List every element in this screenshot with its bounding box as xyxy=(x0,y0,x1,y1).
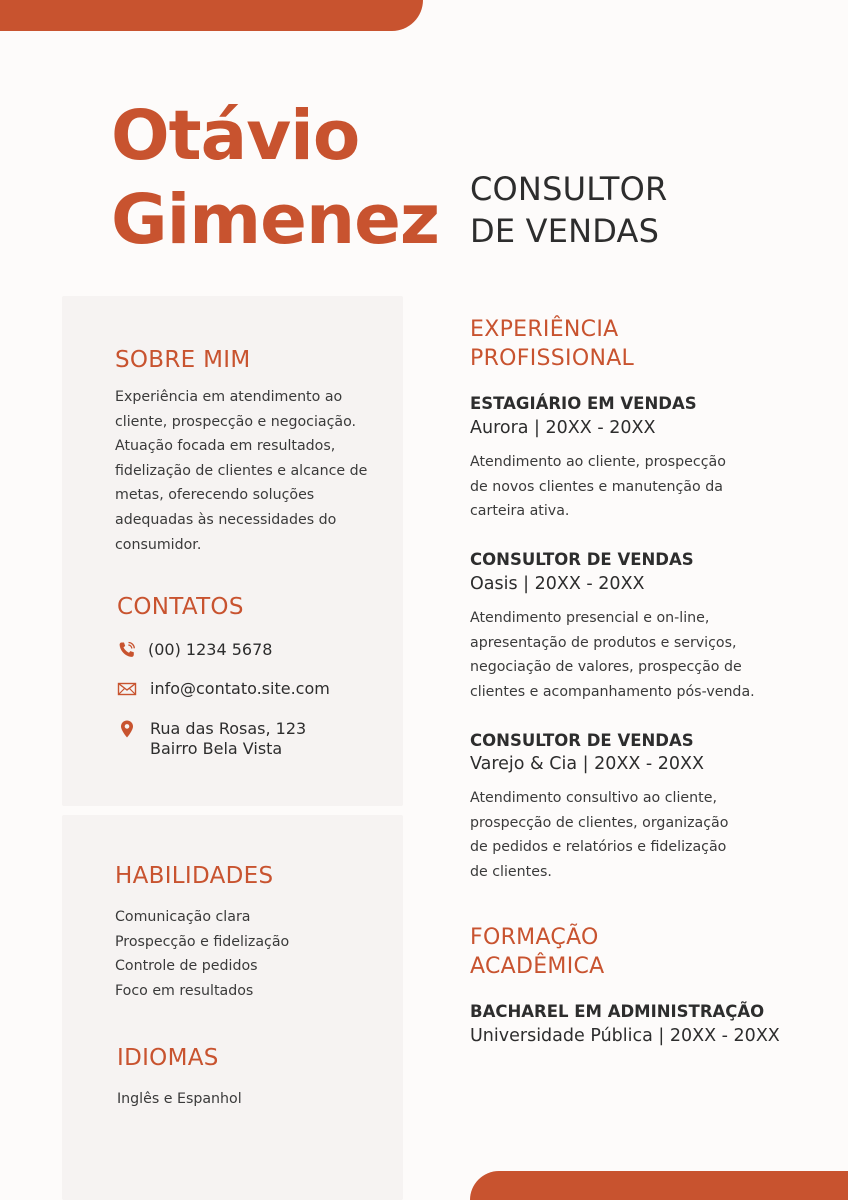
contact-email xyxy=(117,679,330,699)
languages-text: Inglês e Espanhol xyxy=(117,1091,242,1107)
job-desc-line: carteira ativa. xyxy=(470,503,570,520)
skill-item: Controle de pedidos xyxy=(115,958,258,975)
job-company: Varejo & Cia | 20XX - 20XX xyxy=(470,754,705,774)
contact-address xyxy=(117,719,306,759)
candidate-name xyxy=(111,94,439,262)
job-desc-line: clientes e acompanhamento pós-venda. xyxy=(470,683,755,700)
mail-icon xyxy=(117,679,137,699)
education-title-line-1: FORMAÇÃO xyxy=(470,925,599,950)
skills-title: HABILIDADES xyxy=(115,863,274,889)
job-role xyxy=(470,168,667,252)
job-description xyxy=(470,606,770,704)
about-line: cliente, prospecção e negociação. xyxy=(115,413,357,430)
contacts-title: CONTATOS xyxy=(117,594,244,620)
about-title: SOBRE MIM xyxy=(115,347,251,373)
address-line-2: Bairro Bela Vista xyxy=(150,739,283,758)
about-line: consumidor. xyxy=(115,536,202,553)
top-accent-bar xyxy=(0,0,423,31)
job-desc-line: de novos clientes e manutenção da xyxy=(470,478,723,495)
phone-number: (00) 1234 5678 xyxy=(148,640,273,659)
role-line-1: CONSULTOR xyxy=(470,170,668,208)
phone-icon xyxy=(117,640,137,660)
skill-item: Comunicação clara xyxy=(115,909,251,925)
about-line: Experiência em atendimento ao xyxy=(115,389,343,405)
job-company: Oasis | 20XX - 20XX xyxy=(470,574,645,594)
skill-item: Foco em resultados xyxy=(115,982,254,999)
job-title: CONSULTOR DE VENDAS xyxy=(470,550,694,569)
experience-title-line-1: EXPERIÊNCIA xyxy=(470,317,619,342)
bottom-accent-bar xyxy=(470,1171,848,1200)
job-desc-line: apresentação de produtos e serviços, xyxy=(470,634,737,651)
about-line: Atuação focada em resultados, xyxy=(115,438,336,455)
about-line: metas, oferecendo soluções xyxy=(115,487,315,504)
degree-title: BACHAREL EM ADMINISTRAÇÃO xyxy=(470,1002,765,1021)
address-line-1: Rua das Rosas, 123 xyxy=(150,719,307,738)
about-text xyxy=(115,385,367,557)
job-desc-line: Atendimento consultivo ao cliente, xyxy=(470,790,717,806)
job-desc-line: de pedidos e relatórios e fidelização xyxy=(470,839,727,856)
job-desc-line: prospecção de clientes, organização xyxy=(470,814,729,831)
skill-item: Prospecção e fidelização xyxy=(115,933,290,950)
job-description xyxy=(470,786,770,884)
location-pin-icon xyxy=(117,719,137,739)
job-company: Aurora | 20XX - 20XX xyxy=(470,418,656,438)
job-desc-line: negociação de valores, prospecção de xyxy=(470,659,742,676)
education-title xyxy=(470,923,605,981)
about-line: fidelização de clientes e alcance de xyxy=(115,462,368,479)
experience-title-line-2: PROFISSIONAL xyxy=(470,346,635,371)
skills-list xyxy=(115,905,289,1003)
education-title-line-2: ACADÊMICA xyxy=(470,954,605,979)
languages-title: IDIOMAS xyxy=(117,1045,219,1071)
job-title: CONSULTOR DE VENDAS xyxy=(470,731,694,750)
job-desc-line: Atendimento presencial e on-line, xyxy=(470,610,710,626)
job-desc-line: de clientes. xyxy=(470,863,552,880)
last-name: Gimenez xyxy=(111,180,440,260)
contact-phone xyxy=(117,640,272,660)
role-line-2: DE VENDAS xyxy=(470,212,660,250)
about-line: adequadas às necessidades do xyxy=(115,511,337,528)
job-title: ESTAGIÁRIO EM VENDAS xyxy=(470,394,697,413)
address xyxy=(150,719,306,759)
email-address: info@contato.site.com xyxy=(150,679,330,698)
job-description xyxy=(470,450,770,524)
first-name: Otávio xyxy=(111,96,360,176)
institution: Universidade Pública | 20XX - 20XX xyxy=(470,1026,780,1046)
experience-title xyxy=(470,315,634,373)
job-desc-line: Atendimento ao cliente, prospecção xyxy=(470,454,726,470)
